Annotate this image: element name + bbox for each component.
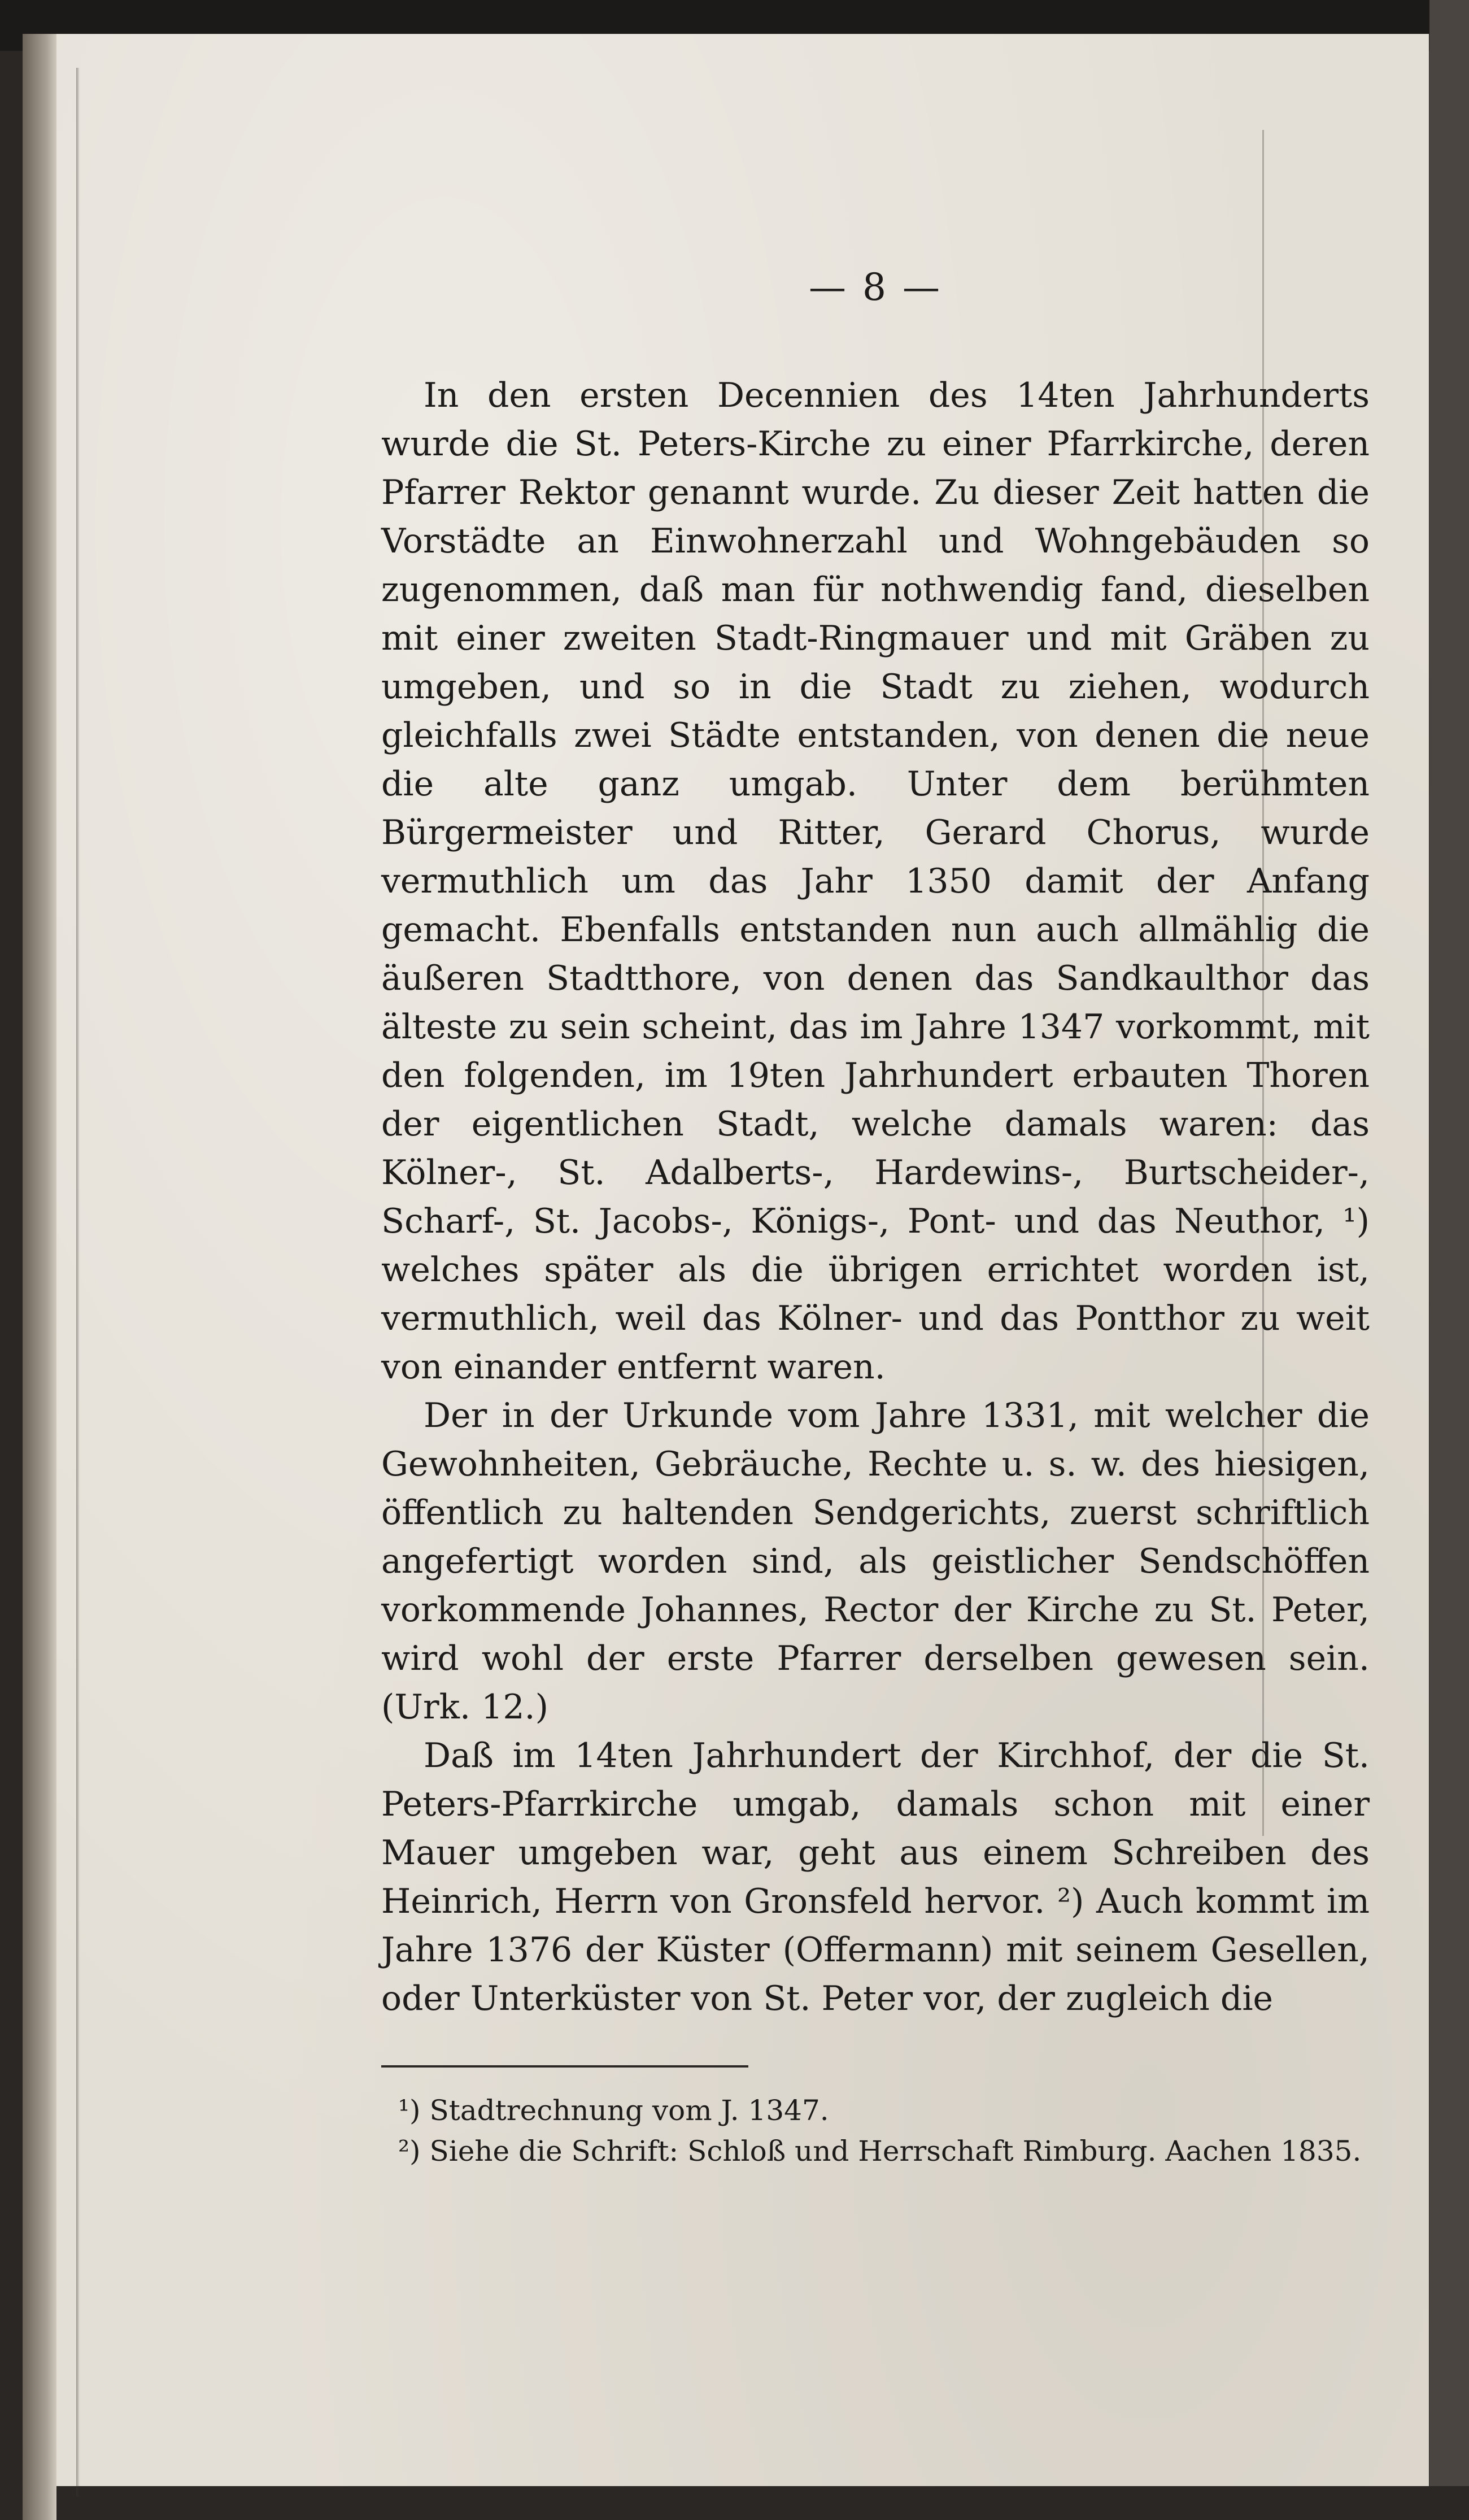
- footnote-1-text: Stadtrechnung vom J. 1347.: [429, 2094, 829, 2127]
- footnote-2-mark: ²): [398, 2135, 421, 2168]
- footnote-1-mark: ¹): [398, 2094, 421, 2127]
- body-text: [381, 371, 1370, 2023]
- paragraph-3: Daß im 14ten Jahrhundert der Kirchhof, der die St. Peters-Pfarrkirche umgab, damals schon mit einer Mauer umgeben war, geht aus einem Schreiben des Heinrich, Herrn von Gronsfeld hervor. ²) Auch kommt im Jahre 1376 der Küster (Offermann) mit seinem Gesellen, oder Unterküster von St. Peter vor, der zugleich die: [381, 1736, 1370, 2018]
- spine-shadow: [23, 34, 56, 2520]
- footnote-rule: [381, 2065, 748, 2068]
- paragraph-2: Der in der Urkunde vom Jahre 1331, mit welcher die Gewohnheiten, Gebräuche, Rechte u. s. w. des hiesigen, öffentlich zu haltenden Sendgerichts, zuerst schriftlich angefertigt worden sind, als geistlicher Sendschöffen vorkommende Johannes, Rector der Kirche zu St. Peter, wird wohl der erste Pfarrer derselben gewesen sein. (Urk. 12.): [381, 1396, 1370, 1727]
- page-content: [381, 266, 1370, 2171]
- page-number: — 8 —: [809, 266, 942, 309]
- book-page: [23, 34, 1429, 2486]
- scan-edge-right: [1429, 0, 1469, 2486]
- gutter-line: [76, 68, 80, 2497]
- footnote-2-text: Siehe die Schrift: Schloß und Herrschaft Rimburg. Aachen 1835.: [429, 2135, 1362, 2168]
- footnote-2: [398, 2131, 1370, 2171]
- paragraph-1: In den ersten Decennien des 14ten Jahrhunderts wurde die St. Peters-Kirche zu einer Pfarrkirche, deren Pfarrer Rektor genannt wurde. Zu dieser Zeit hatten die Vorstädte an Einwohnerzahl und Wohngebäuden so zugenommen, daß man für nothwendig fand, dieselben mit einer zweiten Stadt-Ringmauer und mit Gräben zu umgeben, und so in die Stadt zu ziehen, wodurch gleichfalls zwei Städte entstanden, von denen die neue die alte ganz umgab. Unter dem berühmten Bürgermeister und Ritter, Gerard Chorus, wurde vermuthlich um das Jahr 1350 damit der Anfang gemacht. Ebenfalls entstanden nun auch allmählig die äußeren Stadtthore, von denen das Sandkaulthor das älteste zu sein scheint, das im Jahre 1347 vorkommt, mit den folgenden, im 19ten Jahrhundert erbauten Thoren der eigentlichen Stadt, welche damals waren: das Kölner-, St. Adalberts-, Hardewins-, Burtscheider-, Scharf-, St. Jacobs-, Königs-, Pont- und das Neuthor, ¹) welches später als die übrigen errichtet worden ist, vermuthlich, weil das Kölner- und das Pontthor zu weit von einander entfernt waren.: [381, 376, 1370, 1387]
- footnote-1: [398, 2090, 1370, 2131]
